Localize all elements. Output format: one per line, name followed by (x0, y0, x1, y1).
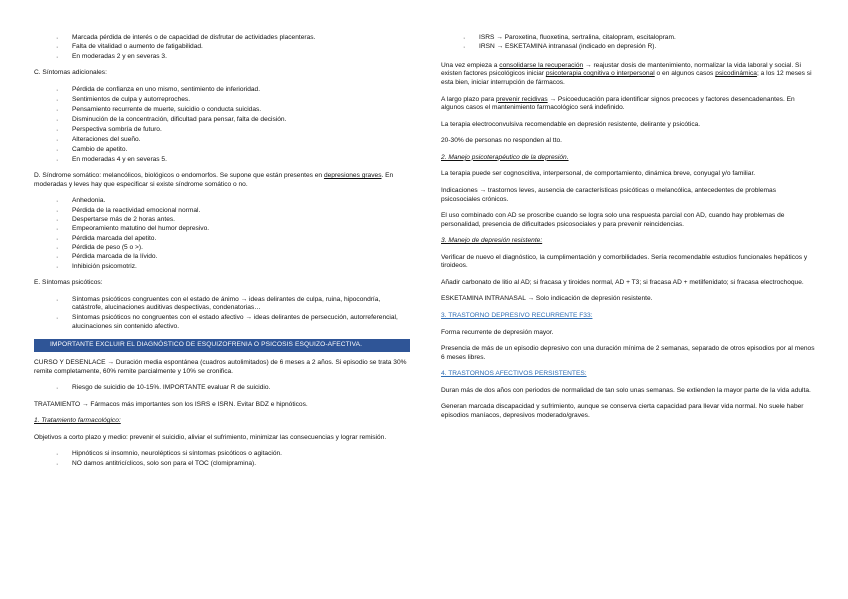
electroconvulsiva-paragraph: La terapia electroconvulsiva recomendable en depresión resistente, delirante y psicótica. (441, 120, 701, 128)
list-item: · Despertarse más de 2 horas antes. (34, 216, 410, 225)
generan-paragraph: Generan marcada discapacidad y sufrimiento, aunque se conserva cierta capacidad para llevar vida normal. No suele haber episodios maníacos, depresivos moderado/graves. (441, 403, 804, 419)
list-item: · Alteraciones del sueño. (34, 136, 410, 145)
section-e-heading: E. Síntomas psicóticos: (34, 279, 103, 287)
riesgo-list (34, 384, 410, 393)
section-d-paragraph (34, 172, 410, 189)
tratamiento-farmacologico-heading: 1. Tratamiento farmacológico: (34, 417, 121, 425)
uso-combinado-paragraph: El uso combinado con AD se proscribe cuando se logra solo una respuesta parcial con AD, cuando hay problemas de personalidad, presencia de dificultades psicosociales y para prevenir reincidencias. (441, 212, 785, 228)
section-d-heading: D. Síndrome somático: melancólicos, biológicos o endomorfos. Se supone que están presentes en (34, 172, 323, 180)
depresion-resistente-heading: 3. Manejo de depresión resistente: (441, 237, 543, 245)
text-run: A largo plazo para (441, 95, 496, 103)
hipnoticos-list (34, 450, 410, 468)
list-item: · Inhibición psicomotriz. (34, 263, 410, 272)
d-symptom-list (34, 197, 410, 271)
objetivos-paragraph: Objetivos a corto plazo y medio: prevenir el suicidio, aliviar el sufrimiento, minimizar las consecuencias y lograr remisión. (34, 433, 387, 441)
right-column (441, 34, 817, 429)
list-item: · Sentimientos de culpa y autorreproches. (34, 96, 410, 105)
list-item: · NO damos antitricíclicos, solo son para el TOC (clomipramina). (34, 460, 410, 469)
list-item: · Falta de vitalidad o aumento de fatigabilidad. (34, 43, 410, 52)
text-run: o en algunos casos (654, 70, 716, 78)
verificar-paragraph: Verificar de nuevo el diagnóstico, la cumplimentación y comorbilidades. Sería recomendable estudios funcionales hepáticos y tiroideos. (441, 253, 808, 270)
list-item: · IRSN → ESKETAMINA intranasal (indicado en depresión R). (441, 43, 817, 52)
list-item: · Empeoramiento matutino del humor depresivo. (34, 225, 410, 234)
text-run: ; a los 12 meses si esta bien, iniciar interrupción de fármacos. (441, 70, 812, 87)
list-item: · Cambio de apetito. (34, 146, 410, 155)
list-item: · Pérdida marcada de la lívido. (34, 253, 410, 262)
consolidarse-link: consolidarse la recuperación (499, 61, 584, 69)
b-symptom-list (34, 34, 410, 61)
curso-paragraph: CURSO Y DESENLACE → Duración media espontánea (cuadros autolimitados) de 6 meses a 2 años. Si episodio se trata 30% remite completamente, 60% remite parcialmente y 10% se cronifica. (34, 359, 407, 375)
list-item: · Síntomas psicóticos no congruentes con el estado afectivo → ideas delirantes de persecución, autorreferencial, alucinaciones sin contenido afectivo. (34, 314, 410, 331)
trastornos-persistentes-heading: 4. TRASTORNOS AFECTIVOS PERSISTENTES: (441, 370, 587, 378)
important-banner: IMPORTANTE EXCLUIR EL DIAGNÓSTICO DE ESQUIZOFRENIA O PSICOSIS ESQUIZO-AFECTIVA. (34, 339, 410, 352)
list-item: · Síntomas psicóticos congruentes con el estado de ánimo → ideas delirantes de culpa, ruina, hipocondría, catástrofe, alucinaciones auditivas despectivas, condenatorias… (34, 296, 410, 313)
e-symptom-list (34, 296, 410, 332)
list-item: · Marcada pérdida de interés o de capacidad de disfrutar de actividades placenteras. (34, 34, 410, 43)
text-run: → reajustar dosis de mantenimiento, normalizar la vida laboral y social. Si existen factores psicológicos iniciar (441, 61, 801, 78)
section-c-heading: C. Síntomas adicionales: (34, 69, 107, 77)
psicodinamica-link: psicodinámica (715, 70, 757, 78)
forma-recurrente-paragraph: Forma recurrente de depresión mayor. (441, 328, 554, 336)
list-item: · Hipnóticos si insomnio, neurolépticos si síntomas psicóticos o agitación. (34, 450, 410, 459)
recidivas-paragraph (441, 96, 817, 113)
tratamiento-paragraph: TRATAMIENTO → Fármacos más importantes son los ISRS e ISRN. Evitar BDZ e hipnóticos. (34, 400, 308, 408)
list-item: · ISRS → Paroxetina, fluoxetina, sertralina, citalopram, escitalopram. (441, 34, 817, 43)
isrs-list (441, 34, 817, 52)
manejo-psicoterapeutico-heading: 2. Manejo psicoterapéutico de la depresión. (441, 153, 569, 161)
indicaciones-paragraph: Indicaciones → trastornos leves, ausencia de características psicóticas o melancólica, antecedentes de problemas psicosociales crónicos. (441, 186, 776, 203)
list-item: · Pensamiento recurrente de muerte, suicidio o conducta suicidas. (34, 106, 410, 115)
list-item: · Pérdida de peso (5 o >). (34, 244, 410, 253)
terapia-paragraph: La terapia puede ser cognoscitiva, interpersonal, de comportamiento, dinámica breve, conyugal y/o familiar. (441, 170, 756, 178)
c-symptom-list (34, 86, 410, 164)
recuperacion-paragraph (441, 62, 817, 88)
list-item: · En moderadas 2 y en severas 3. (34, 53, 410, 62)
list-item: · Perspectiva sombría de futuro. (34, 126, 410, 135)
text-run: → Psicoeducación para identificar signos precoces y factores desencadenantes. En algunos casos el mantenimiento farmacológico será indefinido. (441, 95, 795, 112)
section-d-rest: . En moderadas y leves hay que especificar si existe síndrome somático o no. (34, 172, 394, 188)
list-item: · Pérdida marcada del apetito. (34, 235, 410, 244)
left-column (34, 34, 410, 476)
list-item: · Anhedonia. (34, 197, 410, 206)
list-item: · Pérdida de confianza en uno mismo, sentimiento de inferioridad. (34, 86, 410, 95)
psicoterapia-link: psicoterapia cognitiva o interpersonal (545, 70, 655, 78)
prevenir-recidivas-link: prevenir recidivas (495, 95, 548, 103)
list-item: · Riesgo de suicidio de 10-15%. IMPORTANTE evaluar R de suicidio. (34, 384, 410, 393)
duran-paragraph: Duran más de dos años con periodos de normalidad de tan solo unas semanas. Se extienden la mayor parte de la vida adulta. (441, 386, 811, 394)
list-item: · En moderadas 4 y en severas 5. (34, 156, 410, 165)
list-item: · Pérdida de la reactividad emocional normal. (34, 207, 410, 216)
trastorno-recurrente-heading: 3. TRASTORNO DEPRESIVO RECURRENTE F33: (441, 312, 593, 320)
text-run: Una vez empieza a (441, 61, 500, 69)
litio-paragraph: Añadir carbonato de litio al AD; si fracasa y tiroides normal, AD + T3; si fracasa AD + metilfenidato; si fracasa electrochoque. (441, 278, 804, 286)
no-responden-paragraph: 20-30% de personas no responden al tto. (441, 137, 562, 145)
esketamina-paragraph: ESKETAMINA INTRANASAL → Solo indicación de depresión resistente. (441, 295, 653, 303)
depresiones-graves-link: depresiones graves (323, 172, 382, 180)
presencia-paragraph: Presencia de más de un episodio depresivo con una duración mínima de 2 semanas, separado de otros episodios por al menos 6 meses libres. (441, 345, 815, 361)
list-item: · Disminución de la concentración, dificultad para pensar, falta de decisión. (34, 116, 410, 125)
